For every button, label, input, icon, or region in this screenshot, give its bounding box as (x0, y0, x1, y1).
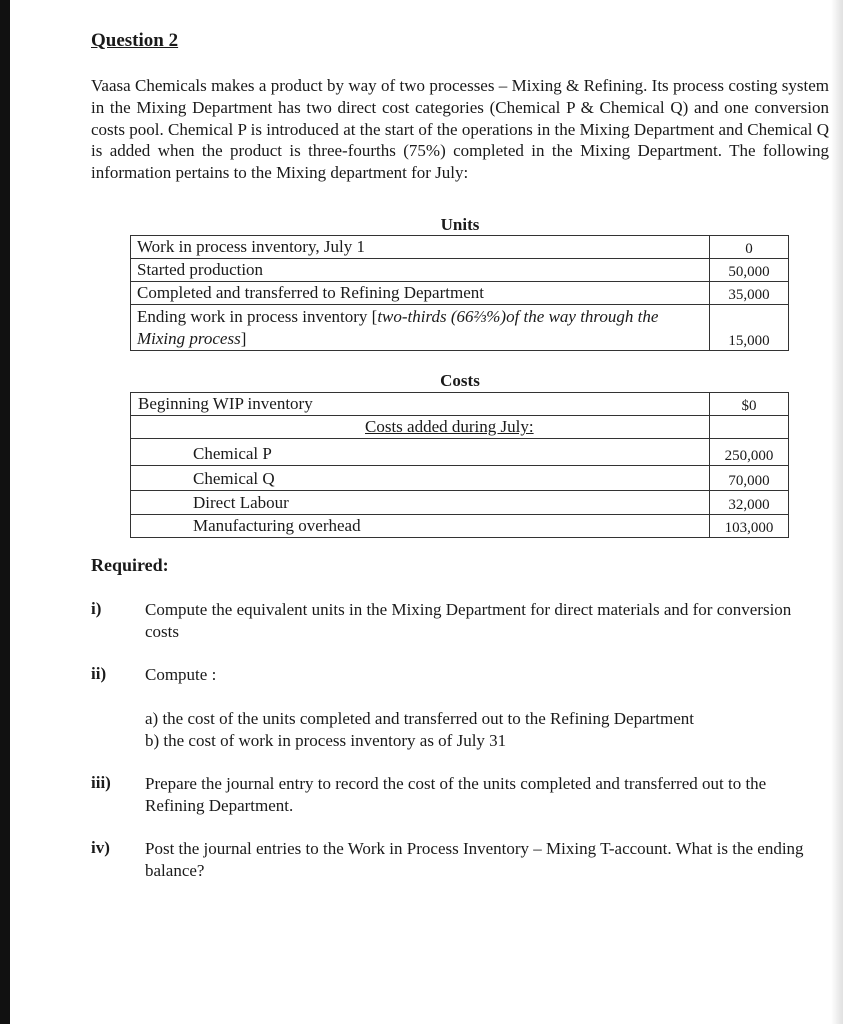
units-label-italic: two-thirds (66⅔%)of the way through the Mixing process (137, 307, 659, 348)
units-value: 15,000 (710, 305, 789, 351)
table-row (131, 305, 789, 351)
cost-item-label: Chemical Q (131, 466, 710, 491)
question-number: ii) (91, 664, 107, 683)
units-label (131, 305, 710, 351)
beginning-wip-label: Beginning WIP inventory (131, 393, 710, 416)
table-row (131, 491, 789, 515)
cost-item-value: 32,000 (710, 491, 789, 515)
table-row (131, 466, 789, 491)
question-text: Compute the equivalent units in the Mixing Department for direct materials and for conversion costs (145, 600, 792, 641)
cost-item-label: Chemical P (131, 439, 710, 466)
units-label-end: ] (240, 329, 247, 348)
sub-question: a) the cost of the units completed and transferred out to the Refining Department (145, 709, 695, 728)
costs-table (130, 392, 789, 538)
table-row (131, 259, 789, 282)
units-value: 50,000 (710, 259, 789, 282)
units-label: Completed and transferred to Refining Department (131, 282, 710, 305)
cost-item-label: Direct Labour (131, 491, 710, 515)
cost-item-value: 250,000 (710, 439, 789, 466)
question-text: Post the journal entries to the Work in Process Inventory – Mixing T-account. What is the ending balance? (145, 839, 804, 880)
left-edge-shadow (0, 0, 10, 1024)
units-label: Work in process inventory, July 1 (131, 236, 710, 259)
cost-item-value: 70,000 (710, 466, 789, 491)
table-row (131, 393, 789, 416)
question-number: i) (91, 599, 102, 618)
sub-question: b) the cost of work in process inventory as of July 31 (145, 731, 507, 750)
costs-added-text: Costs added during July: (365, 417, 534, 436)
costs-added-label (131, 416, 710, 439)
empty-cell (710, 416, 789, 439)
right-edge-shade (831, 0, 843, 1024)
units-label-start: Ending work in process inventory [ (137, 307, 378, 326)
required-heading: Required: (91, 555, 169, 575)
beginning-wip-value: $0 (710, 393, 789, 416)
cost-item-label: Manufacturing overhead (131, 515, 710, 538)
units-label: Started production (131, 259, 710, 282)
units-table (130, 235, 789, 351)
question-text: Compute : (145, 665, 217, 684)
units-value: 35,000 (710, 282, 789, 305)
cost-item-value: 103,000 (710, 515, 789, 538)
table-row (131, 236, 789, 259)
table-row (131, 515, 789, 538)
question-title: Question 2 (91, 30, 179, 51)
costs-heading: Costs (440, 371, 480, 390)
units-value: 0 (710, 236, 789, 259)
question-number: iv) (91, 838, 110, 857)
question-number: iii) (91, 773, 111, 792)
table-row (131, 416, 789, 439)
intro-paragraph: Vaasa Chemicals makes a product by way of two processes – Mixing & Refining. Its process costing system in the Mixing Department has two direct cost categories (Chemical P & Chemical Q) and one conversion costs pool. Chemical P is introduced at the start of the operations in the Mixing Department and Chemical Q is added when the product is three-fourths (75%) completed in the Mixing Department. The following information pertains to the Mixing department for July: (91, 76, 829, 183)
question-text: Prepare the journal entry to record the cost of the units completed and transferred out to the Refining Department. (145, 774, 767, 815)
table-row (131, 282, 789, 305)
table-row (131, 439, 789, 466)
units-heading: Units (440, 215, 480, 234)
